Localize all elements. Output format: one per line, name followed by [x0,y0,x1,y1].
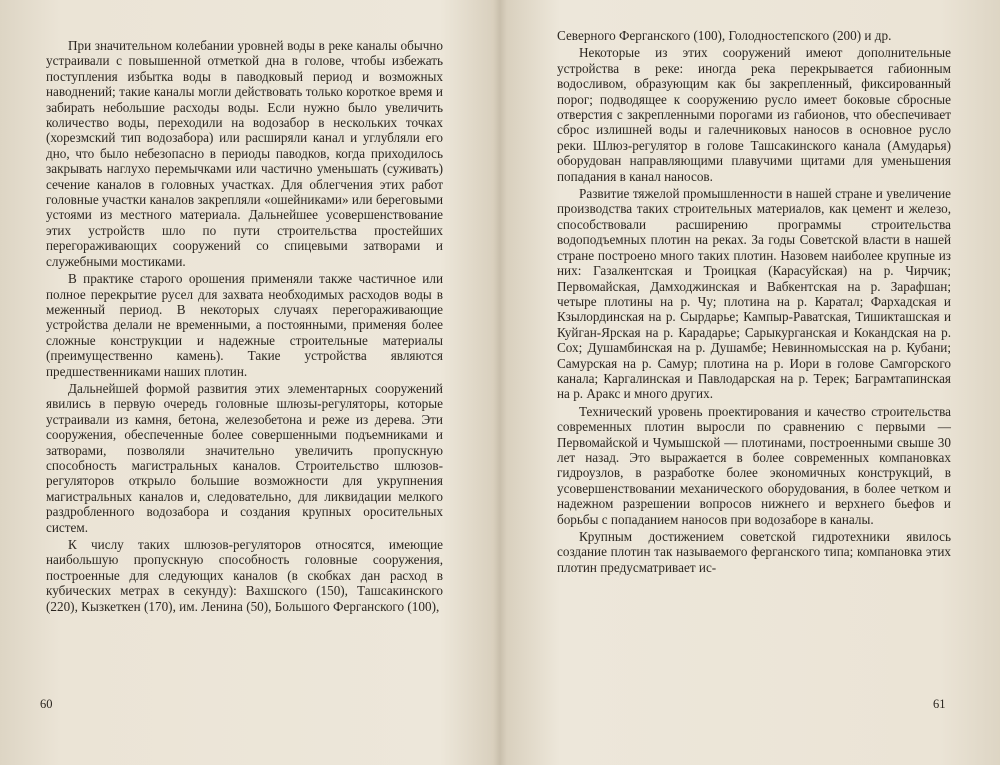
left-text-column [46,38,443,614]
right-paragraph-2: Развитие тяжелой промышленности в нашей стране и увеличение производства таких строительных материалов, как цемент и железо, способствовали расширению программы строительства водоподъемных плотин на реках. За годы Советской власти в нашей стране построено много таких плотин. Назовем наиболее крупные из них: Газалкентская и Троицкая (Карасуйская) на р. Чирчик; Первомайская, Дамходжинская и Вабкентская на р. Зарафшан; четыре плотины на р. Чу; плотина на р. Каратал; Фархадская и Кзылординская на р. Сырдарье; Кампыр-Раватская, Тишикташская и Куйган-Ярская на р. Карадарье; Сарыкурганская и Кокандская на р. Сох; Душамбинская на р. Душамбе; Невинномысская на р. Кубани; Самурская на р. Самур; плотина на р. Иори в голове Самгорского канала; Каргалинская и Павлодарская на р. Терек; Баграмтапинская на р. Аракс и много других. [557,186,951,402]
left-paragraph-1: При значительном колебании уровней воды в реке каналы обычно устраивали с повышенной отметкой дна в голове, чтобы избежать поступления избытка воды в паводковый период и возможных наводнений; такие каналы могли действовать только короткое время и забирать небольшие расходы воды. Если нужно было увеличить количество воды, переходили на водозабор в нескольких точках (хорезмский тип водозабора) или расширяли канал и углубляли его дно, что было небезопасно в периоды паводков, когда приходилось закрывать наглухо перемычками или частично уменьшать (суживать) сечение каналов в головных участках. Для облегчения этих работ головные участки каналов закрепляли «ошейниками» или береговыми устоями из местного материала. Дальнейшее усовершенствование этих устройств шло по пути строительства простейших перегораживающих сооружений со спицевыми затворами и служебными мостиками. [46,38,443,269]
left-paragraph-2: В практике старого орошения применяли также частичное или полное перекрытие русел для захвата необходимых расходов воды в меженный период. В некоторых случаях перегораживающие устройства делали не временными, а постоянными, применяя более сложные конструкции и надежные строительные материалы (преимущественно камень). Такие устройства являются предшественниками наших плотин. [46,271,443,379]
right-page-number: 61 [933,697,946,711]
right-paragraph-3: Технический уровень проектирования и качество строительства современных плотин выросли по сравнению с первыми — Первомайской и Чумышской — плотинами, построенными свыше 30 лет назад. Это выражается в более современных компановках гидроузлов, в разработке более экономичных конструкций, в усовершенствовании механического оборудования, в более четком и надежном разрешении вопросов нижнего и верхнего бьефов и борьбы с попаданием наносов при водозаборе в каналы. [557,403,951,527]
right-paragraph-4: Крупным достижением советской гидротехники явилось создание плотин так называемого ферганского типа; компановка этих плотин предусматривает ис- [557,529,951,575]
left-paragraph-4: К числу таких шлюзов-регуляторов относятся, имеющие наибольшую пропускную способность головные сооружения, построенные для следующих каналов (в скобках дан расход в кубических метрах в секунду): Вахшского (150), Ташсакинского (220), Кызкеткен (170), им. Ленина (50), Большого Ферганского (100), [46,537,443,614]
left-page-number: 60 [40,697,53,711]
right-text-column [557,28,951,575]
left-paragraph-3: Дальнейшей формой развития этих элементарных сооружений явились в первую очередь головные шлюзы-регуляторы, которые устраивали из камня, бетона, железобетона и реже из дерева. Эти сооружения, обеспеченные более совершенными подъемниками и затворами, позволяли значительно увеличить пропускную способность магистральных каналов. Строительство шлюзов-регуляторов открыло большие возможности для укрупнения магистральных каналов и, следовательно, для ликвидации мелкого раздробленного водозабора и создания крупных оросительных систем. [46,380,443,535]
right-paragraph-1: Некоторые из этих сооружений имеют дополнительные устройства в реке: иногда река перекрывается габионным водосливом, образующим как бы закрепленный, фиксированный порог; подводящее к сооружению русло имеет боковые сбросные отверстия с закрепленными порогами из габионов, что обеспечивает сброс излишней воды и галечниковых наносов в основное русло реки. Шлюз-регулятор в голове Ташсакинского канала (Амударья) оборудован направляющими плавучими щитами для уменьшения попадания в канал наносов. [557,45,951,184]
right-page [500,0,1000,765]
right-continuation-line: Северного Ферганского (100), Голодностепского (200) и др. [557,28,892,43]
